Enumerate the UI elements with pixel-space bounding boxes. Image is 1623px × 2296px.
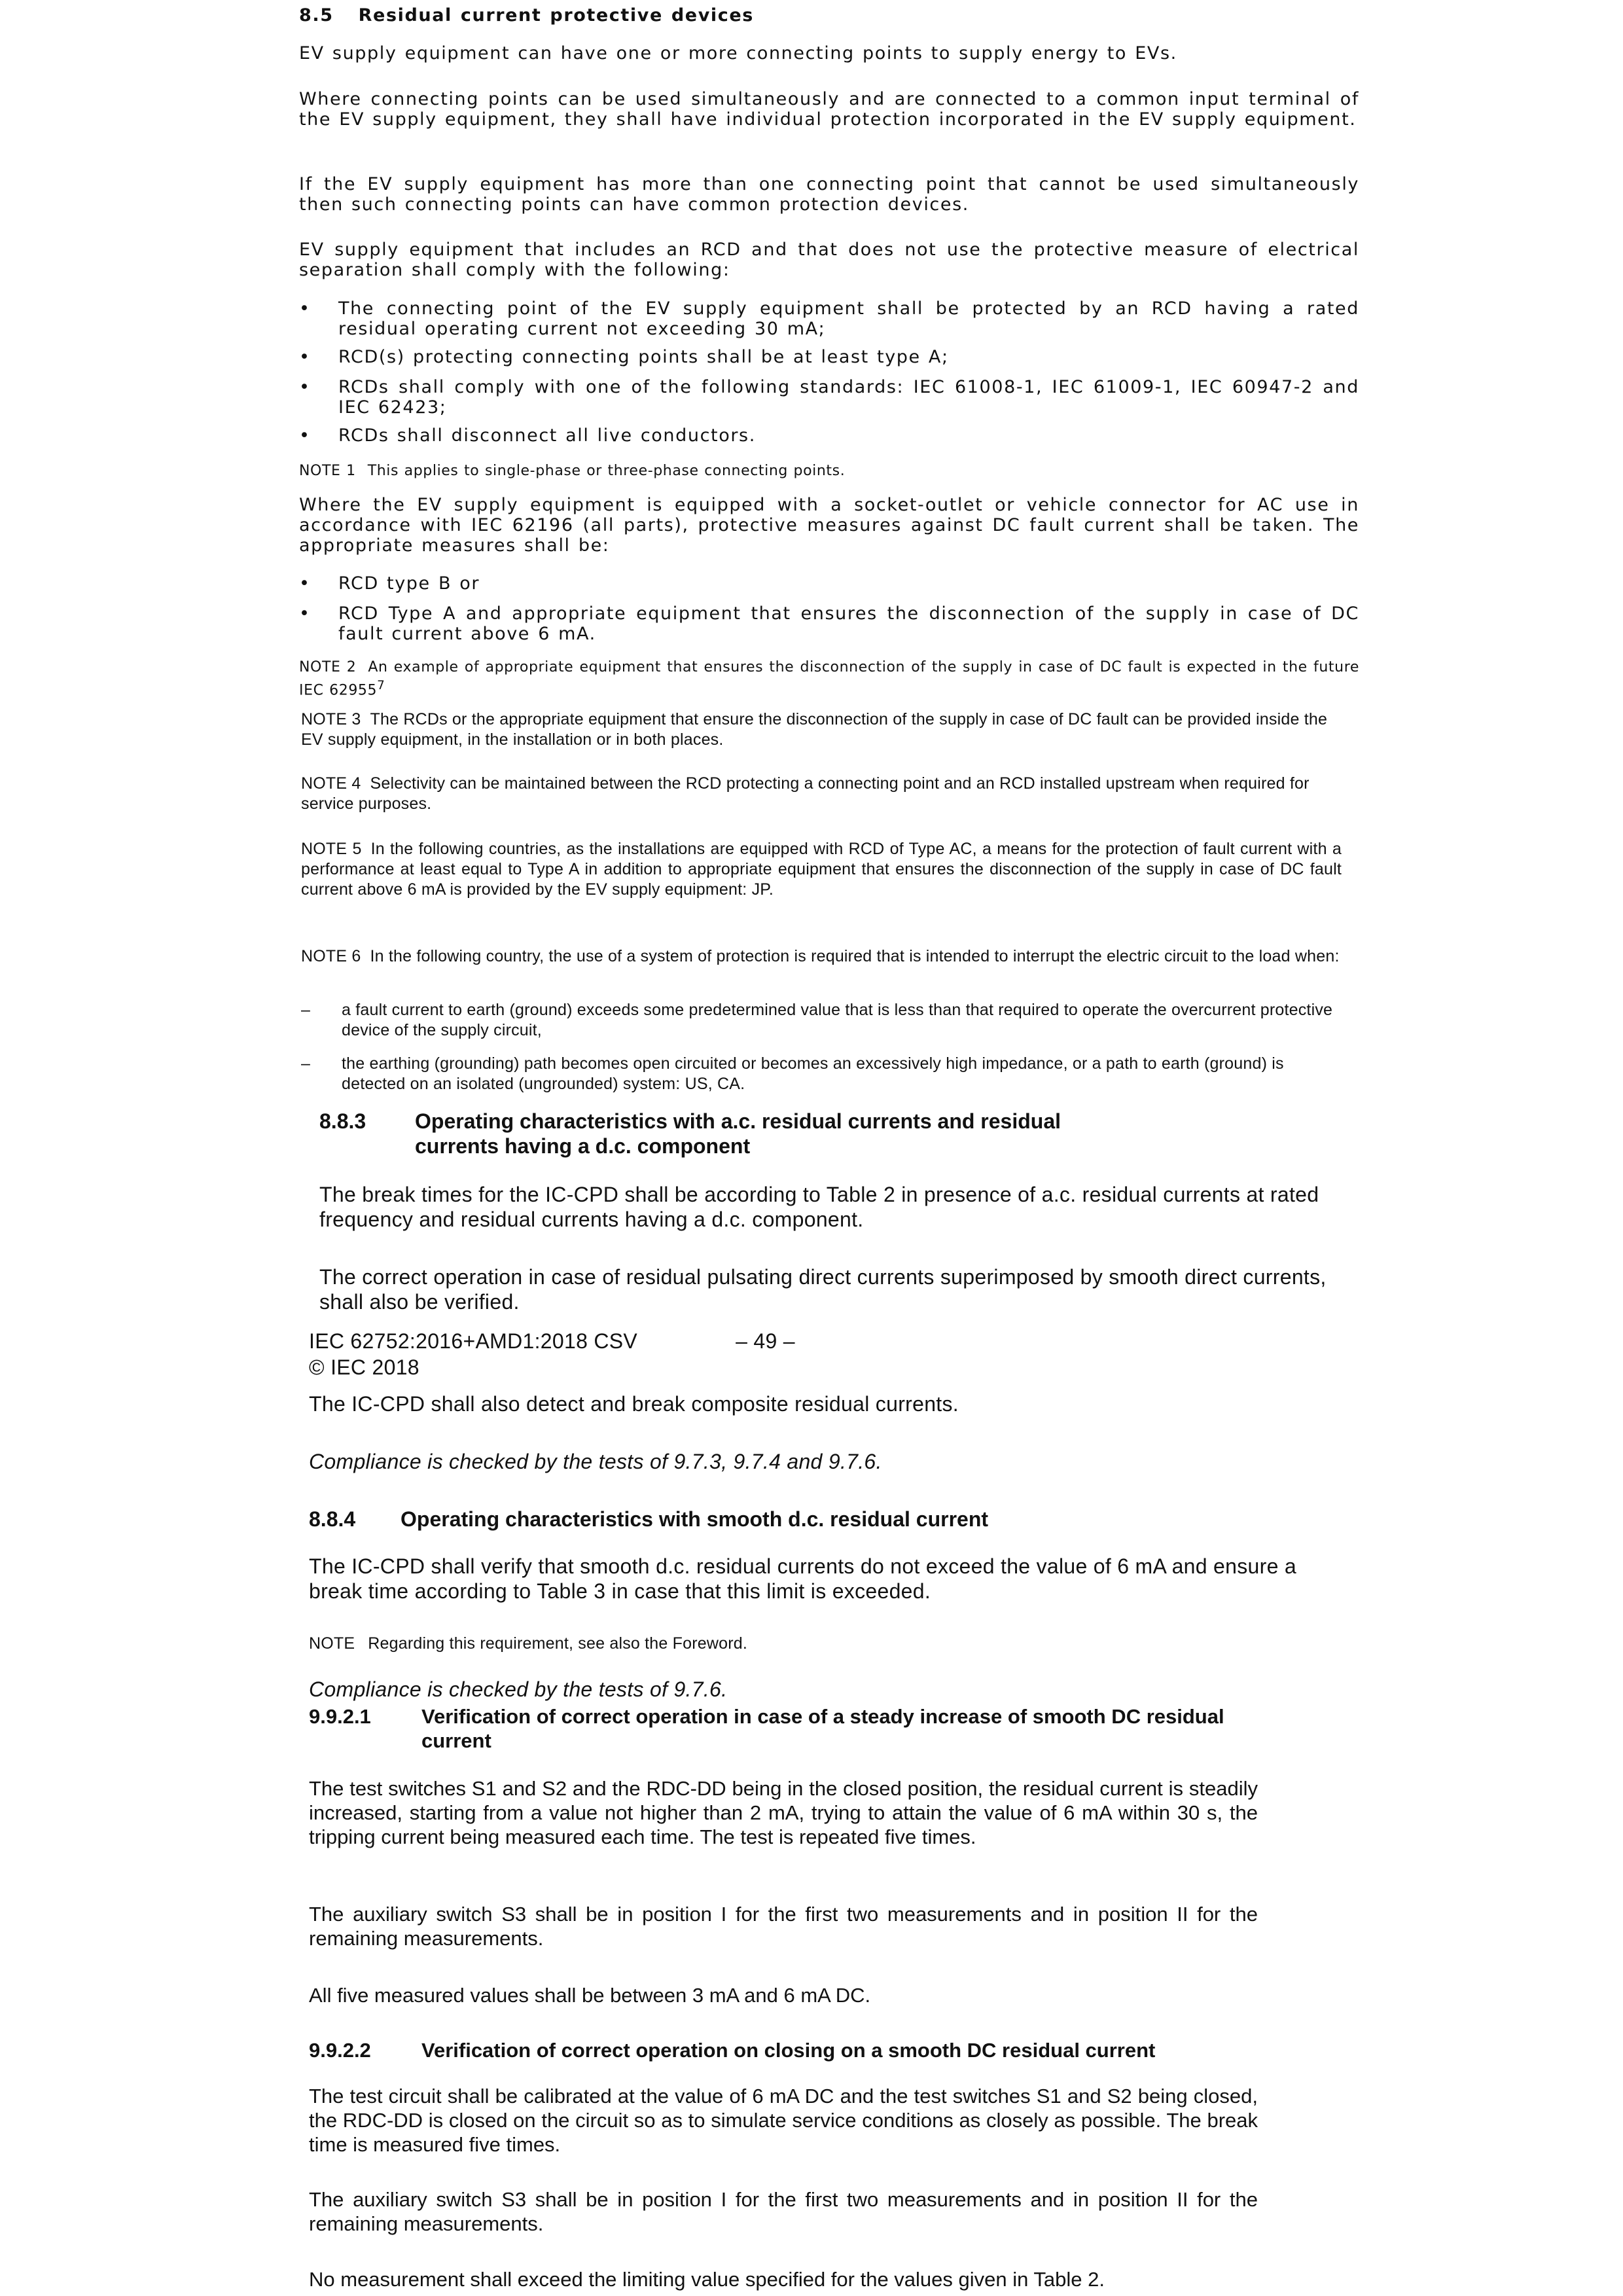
- bullet-item: [299, 298, 1359, 339]
- dash-item: [301, 1000, 1342, 1041]
- note-label: NOTE 1: [299, 463, 356, 479]
- bullet-text: RCDs shall disconnect all live conductors.: [338, 425, 756, 446]
- section-number: 9.9.2.1: [309, 1705, 371, 1728]
- bullet-text: RCD Type A and appropriate equipment that ensures the disconnection of the supply in case of DC fault current above 6 mA.: [338, 603, 1359, 644]
- page-number: – 49 –: [736, 1329, 795, 1353]
- paragraph: Where connecting points can be used simultaneously and are connected to a common input terminal of the EV supply equipment, they shall have individual protection incorporated in the EV supply equipment.: [299, 89, 1359, 130]
- paragraph: All five measured values shall be between 3 mA and 6 mA DC.: [309, 1984, 871, 2007]
- section-title: Verification of correct operation in case of a steady increase of smooth DC residual current: [421, 1705, 1224, 1752]
- bullet-item: [299, 603, 1359, 644]
- dash-text: a fault current to earth (ground) exceeds some predetermined value that is less than that required to operate the overcurrent protective device of the supply circuit,: [342, 1001, 1333, 1039]
- note-2: [299, 658, 1359, 700]
- dash-mark: –: [301, 1054, 311, 1073]
- section-8-8-3-heading: [319, 1109, 1340, 1158]
- paragraph: The correct operation in case of residual pulsating direct currents superimposed by smooth direct currents, shall also be verified.: [319, 1265, 1327, 1314]
- paragraph: The test switches S1 and S2 and the RDC-DD being in the closed position, the residual current is steadily increased, starting from a value not higher than 2 mA, trying to attain the value of 6 mA within 30 s, the tripping current being measured each time. The test is repeated five times.: [309, 1777, 1258, 1848]
- note-6: [301, 946, 1342, 967]
- paragraph: No measurement shall exceed the limiting value specified for the values given in Table 2.: [309, 2268, 1105, 2291]
- bullet-mark: •: [299, 573, 311, 594]
- note-3: [301, 709, 1342, 750]
- bullet-mark: •: [299, 425, 311, 446]
- section-9-9-2-1-heading: [309, 1704, 1304, 1753]
- compliance-statement: Compliance is checked by the tests of 9.7.3, 9.7.4 and 9.7.6.: [309, 1450, 882, 1473]
- bullet-mark: •: [299, 377, 311, 397]
- note-1: [299, 462, 1359, 480]
- bullet-text: The connecting point of the EV supply equipment shall be protected by an RCD having a rated residual operating current not exceeding 30 mA;: [338, 298, 1359, 339]
- paragraph: The auxiliary switch S3 shall be in position I for the first two measurements and in position II for the remaining measurements.: [309, 2188, 1258, 2235]
- note: [309, 1634, 1291, 1654]
- section-8-8-4-heading: [309, 1507, 1291, 1532]
- paragraph: EV supply equipment that includes an RCD and that does not use the protective measure of electrical separation shall comply with the following:: [299, 240, 1359, 280]
- section-number: 8.5: [299, 5, 334, 26]
- section-number: 8.8.3: [319, 1109, 366, 1133]
- bullet-mark: •: [299, 347, 311, 367]
- paragraph: Where the EV supply equipment is equipped with a socket-outlet or vehicle connector for AC use in accordance with IEC 62196 (all parts), protective measures against DC fault current shall be taken. The appropriate measures shall be:: [299, 495, 1359, 556]
- paragraph: The IC-CPD shall also detect and break composite residual currents.: [309, 1392, 959, 1416]
- note-label: NOTE 6: [301, 947, 361, 965]
- bullet-text: RCD type B or: [338, 573, 480, 594]
- copyright: © IEC 2018: [309, 1355, 419, 1379]
- page-header: [309, 1329, 1160, 1354]
- section-number: 9.9.2.2: [309, 2039, 371, 2062]
- note-text: In the following countries, as the installations are equipped with RCD of Type AC, a means for the protection of fault current with a performance at least equal to Type A in addition to appropriate equipment that ensures the disconnection of the supply in case of DC fault current above 6 mA is provided by the EV supply equipment: JP.: [301, 840, 1342, 899]
- bullet-item: [299, 425, 1359, 446]
- bullet-mark: •: [299, 298, 311, 319]
- paragraph: If the EV supply equipment has more than one connecting point that cannot be used simultaneously then such connecting points can have common protection devices.: [299, 174, 1359, 215]
- document-id: IEC 62752:2016+AMD1:2018 CSV: [309, 1329, 638, 1353]
- note-label: NOTE: [309, 1634, 355, 1653]
- note-text: This applies to single-phase or three-phase connecting points.: [367, 463, 846, 479]
- bullet-text: RCD(s) protecting connecting points shall be at least type A;: [338, 347, 949, 367]
- section-title: Residual current protective devices: [358, 5, 754, 26]
- compliance-statement: Compliance is checked by the tests of 9.7.6.: [309, 1677, 728, 1701]
- bullet-mark: •: [299, 603, 311, 624]
- note-text: The RCDs or the appropriate equipment that ensure the disconnection of the supply in case of DC fault can be provided inside the EV supply equipment, in the installation or in both places.: [301, 710, 1328, 749]
- note-4: [301, 774, 1342, 814]
- dash-item: [301, 1054, 1342, 1094]
- note-label: NOTE 2: [299, 659, 357, 675]
- bullet-item: [299, 377, 1359, 418]
- note-text: In the following country, the use of a system of protection is required that is intended to interrupt the electric circuit to the load when:: [370, 947, 1340, 965]
- note-label: NOTE 3: [301, 710, 361, 728]
- note-text: An example of appropriate equipment that ensures the disconnection of the supply in case of DC fault is expected in the future IEC 62955: [299, 659, 1359, 699]
- footnote-ref: 7: [377, 679, 385, 692]
- dash-mark: –: [301, 1001, 311, 1019]
- note-5: [301, 839, 1342, 900]
- section-9-9-2-2-heading: [309, 2038, 1304, 2062]
- section-title: Operating characteristics with a.c. residual currents and residual currents having a d.c. component: [415, 1109, 1061, 1158]
- note-text: Selectivity can be maintained between the RCD protecting a connecting point and an RCD installed upstream when required for service purposes.: [301, 774, 1310, 813]
- bullet-text: RCDs shall comply with one of the following standards: IEC 61008-1, IEC 61009-1, IEC 60947-2 and IEC 62423;: [338, 377, 1359, 418]
- note-label: NOTE 4: [301, 774, 361, 793]
- paragraph: EV supply equipment can have one or more connecting points to supply energy to EVs.: [299, 43, 1177, 63]
- section-8-5-heading: [299, 5, 1359, 26]
- section-title: Operating characteristics with smooth d.c. residual current: [401, 1507, 989, 1531]
- note-text: Regarding this requirement, see also the Foreword.: [368, 1634, 747, 1653]
- section-number: 8.8.4: [309, 1507, 356, 1531]
- bullet-item: [299, 347, 1359, 367]
- paragraph: The test circuit shall be calibrated at the value of 6 mA DC and the test switches S1 and S2 being closed, the RDC-DD is closed on the circuit so as to simulate service conditions as closely as possible. The break time is measured five times.: [309, 2085, 1258, 2156]
- note-label: NOTE 5: [301, 840, 362, 858]
- paragraph: The break times for the IC-CPD shall be according to Table 2 in presence of a.c. residual currents at rated frequency and residual currents having a d.c. component.: [319, 1183, 1319, 1231]
- section-title: Verification of correct operation on closing on a smooth DC residual current: [421, 2039, 1156, 2062]
- paragraph: The auxiliary switch S3 shall be in position I for the first two measurements and in position II for the remaining measurements.: [309, 1903, 1258, 1950]
- bullet-item: [299, 573, 1359, 594]
- paragraph: The IC-CPD shall verify that smooth d.c. residual currents do not exceed the value of 6 mA and ensure a break time according to Table 3 in case that this limit is exceeded.: [309, 1554, 1296, 1603]
- dash-text: the earthing (grounding) path becomes open circuited or becomes an excessively high impedance, or a path to earth (ground) is detected on an isolated (ungrounded) system: US, CA.: [342, 1054, 1284, 1093]
